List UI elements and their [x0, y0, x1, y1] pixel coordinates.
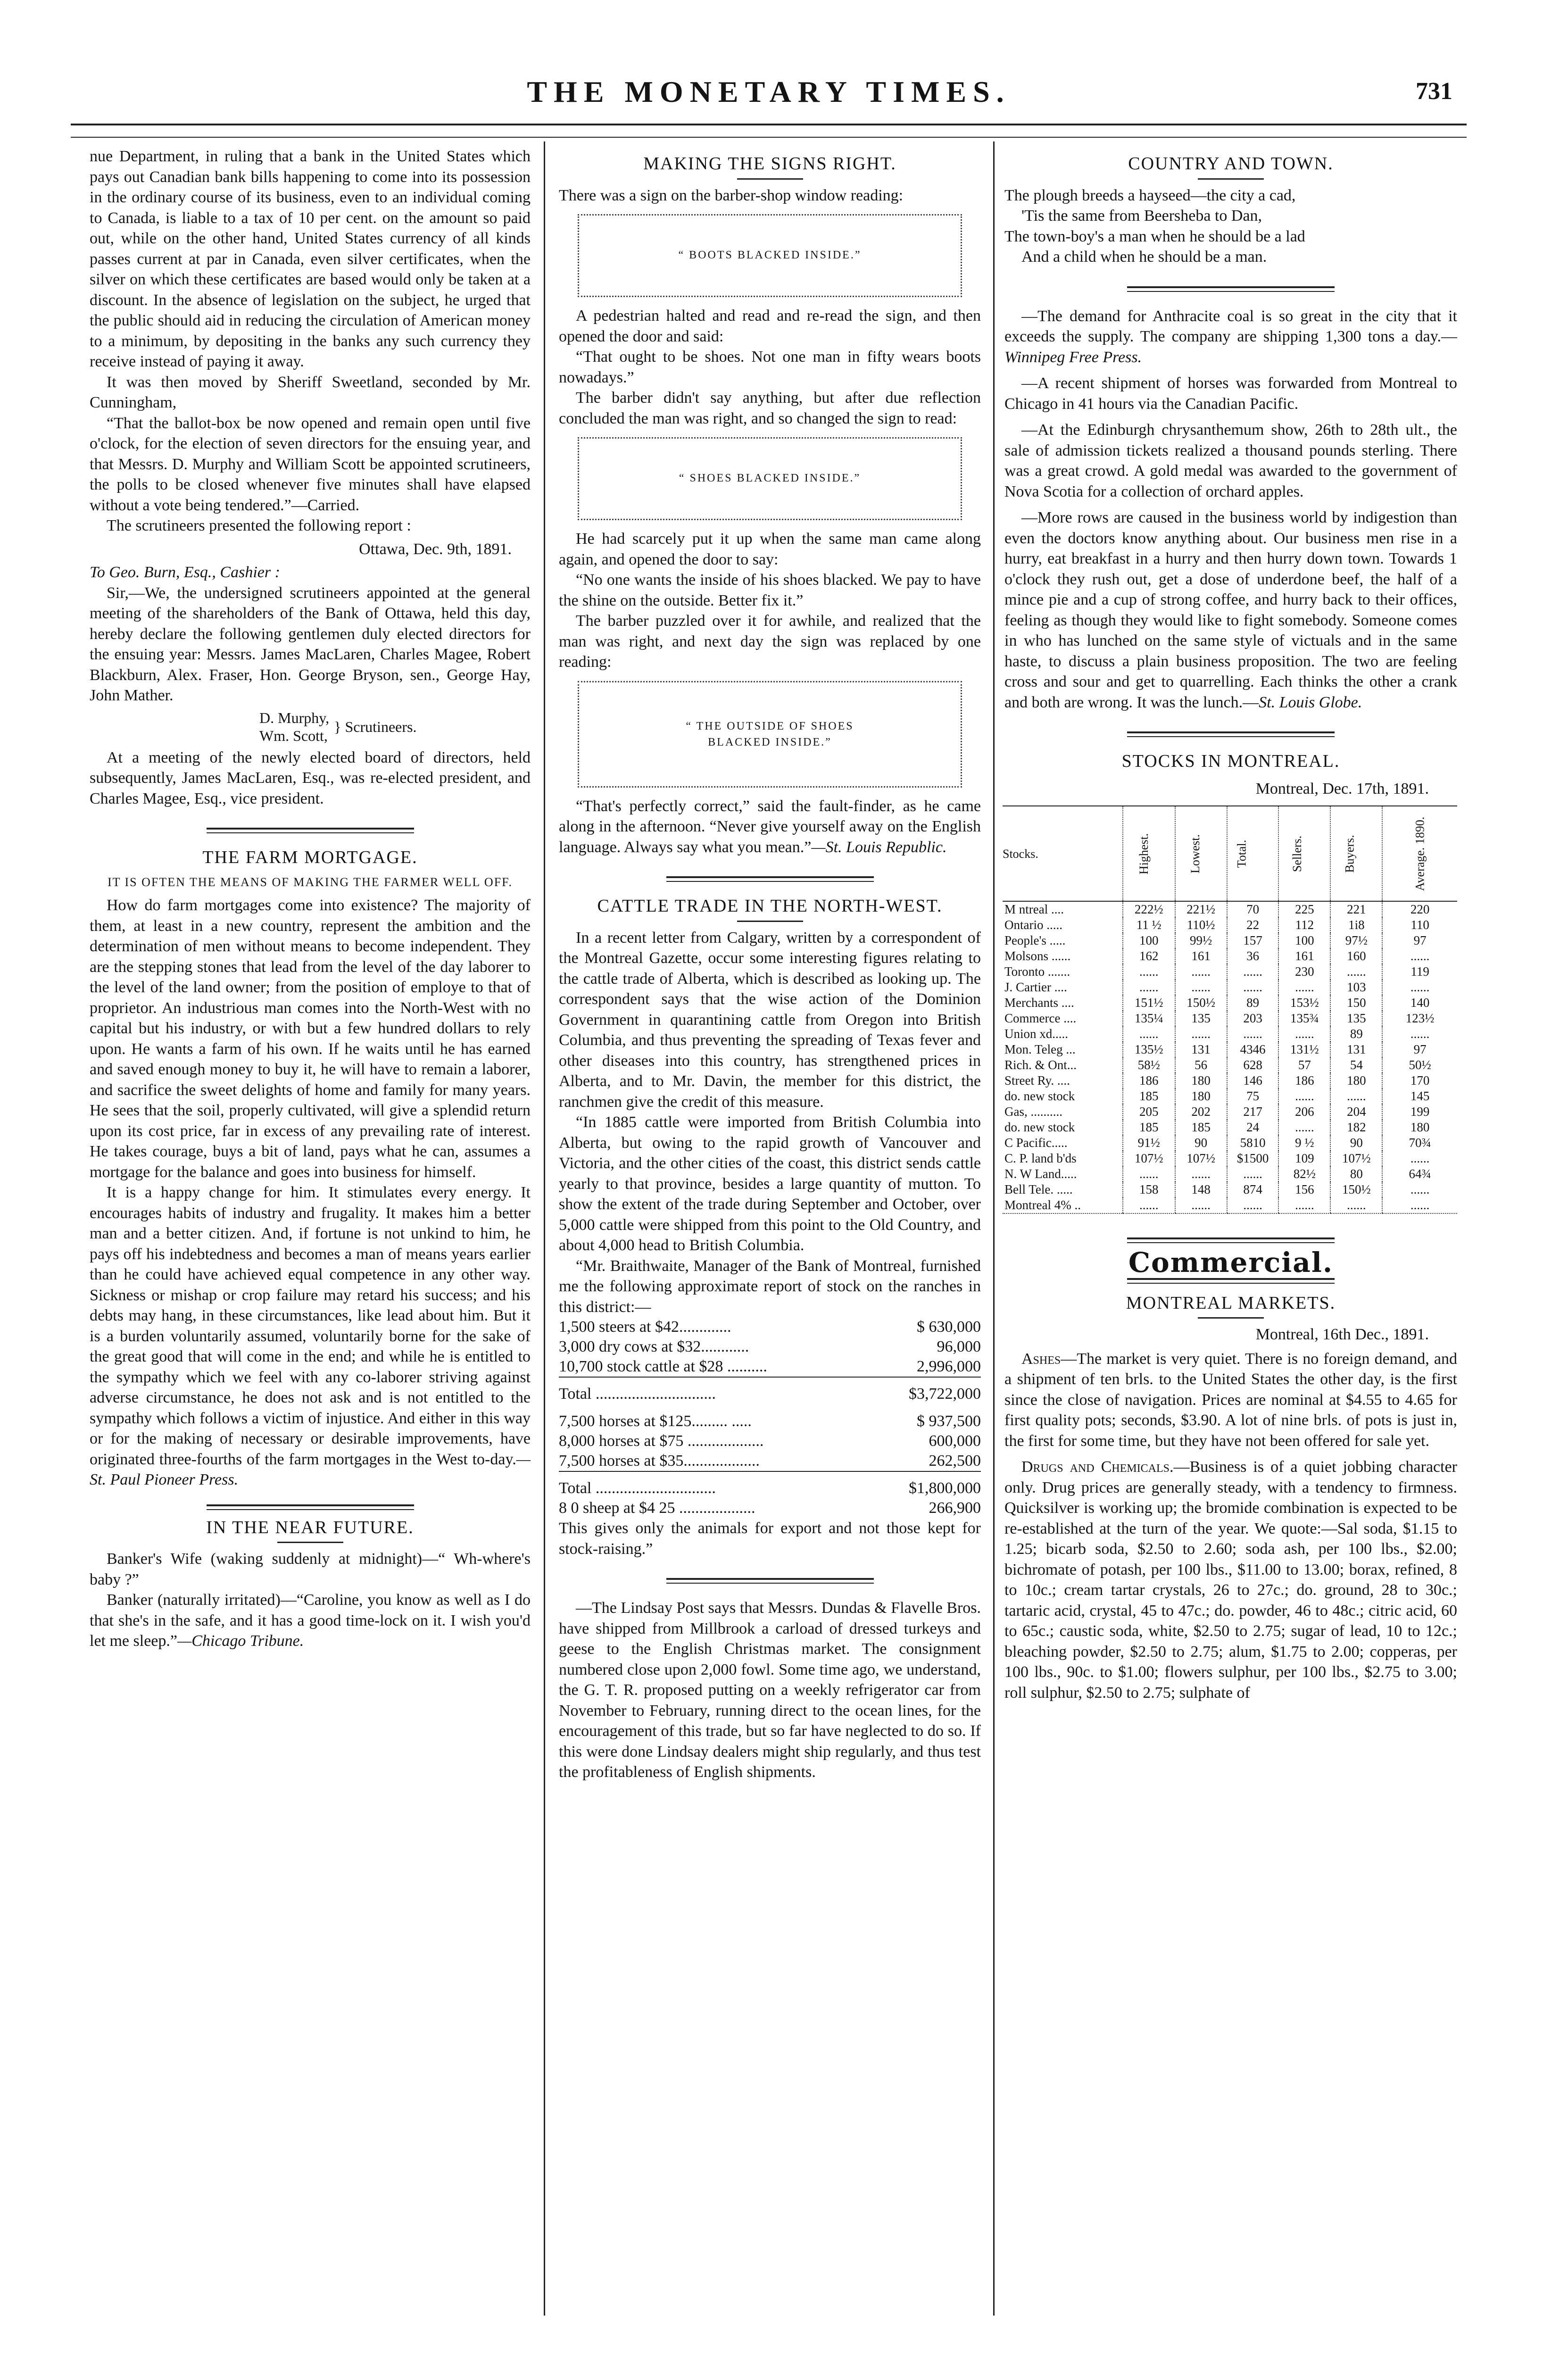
stock-name: Street Ry. ....: [1004, 1073, 1070, 1088]
stock-value: 217: [1227, 1104, 1279, 1120]
stock-value: 97½: [1330, 933, 1382, 948]
article-text: A pedestrian halted and read and re-read the sign, and then opened the door and said:: [559, 307, 981, 345]
stock-value: 90: [1330, 1135, 1382, 1151]
stock-value: 99½: [1175, 933, 1227, 948]
stock-col-header: Sellers.: [1290, 835, 1304, 872]
stock-value: 50½: [1382, 1057, 1457, 1073]
heading-rule: [1198, 178, 1264, 180]
stock-value: 157: [1227, 933, 1279, 948]
stock-value: 205: [1123, 1104, 1175, 1120]
stock-value: 135¾: [1278, 1011, 1330, 1026]
stock-row: [1003, 933, 1457, 948]
header-rule-thin: [71, 137, 1467, 138]
stock-value: ......: [1382, 980, 1457, 995]
stock-value: 54: [1330, 1057, 1382, 1073]
stock-value: 107½: [1123, 1151, 1175, 1166]
article-text: At a meeting of the newly elected board of directors, held subsequently, James MacLaren, Esq., was re-elected president, and Charles Magee, Esq., vice president.: [90, 748, 531, 807]
article-text: “That ought to be shoes. Not one man in fifty wears boots nowadays.”: [559, 348, 981, 386]
stock-value: 170: [1382, 1073, 1457, 1088]
section-rule: [1127, 1237, 1335, 1243]
stock-name: J. Cartier ....: [1004, 980, 1067, 994]
stock-value: ......: [1175, 1166, 1227, 1182]
stock-row: [1003, 1057, 1457, 1073]
stock-row: [1003, 980, 1457, 995]
article-text: The scrutineers presented the following report :: [107, 517, 411, 534]
markets-dateline: Montreal, 16th Dec., 1891.: [1255, 1326, 1429, 1343]
header-rule: [71, 124, 1467, 125]
stock-value: ......: [1227, 1026, 1279, 1042]
stock-value: 36: [1227, 948, 1279, 964]
stock-col-header: Stocks.: [1003, 847, 1038, 861]
stock-value: 180: [1175, 1073, 1227, 1088]
sign-box-1: “ BOOTS BLACKED INSIDE.”: [578, 214, 962, 297]
stock-row: [1003, 1197, 1457, 1213]
article-text: Ashes—The market is very quiet. There is no foreign demand, and a shipment of ten brls. to the United States the other day, is the first since the close of navigation. Prices are nominal at $4.55 to 4.65 for first quality pots; seconds, $3.90. A lot of nine brls. of pots is just in, the first for some time, but they have not been offered for sale yet.: [1004, 1350, 1457, 1450]
stock-row: [1003, 1166, 1457, 1182]
headline-cattle-trade: CATTLE TRADE IN THE NORTH-WEST.: [597, 896, 943, 916]
stock-value: 150½: [1175, 995, 1227, 1011]
stock-value: 180: [1330, 1073, 1382, 1088]
article-text: —A recent shipment of horses was forwarded from Montreal to Chicago in 41 hours via the Canadian Pacific.: [1004, 374, 1457, 413]
stock-value: ......: [1330, 964, 1382, 980]
article-text: Sir,—We, the undersigned scrutineers appointed at the general meeting of the shareholders of the Bank of Ottawa, held this day, hereby declare the following gentlemen duly elected directors for the ensuing year: Messrs. James MacLaren, Charles Magee, Robert Blackburn, Alex. Fraser, Hon. George Bryson, sen., George Hay, John Mather.: [90, 584, 531, 704]
stock-row: [1003, 1073, 1457, 1088]
stock-value: 57: [1278, 1057, 1330, 1073]
stock-row: [1003, 901, 1457, 917]
article-text: It is a happy change for him. It stimulates every energy. It encourages habits of industry and frugality. It makes him a better man and a better citizen. And, if fortune is not unkind to him, he pays off his indebtedness and becomes a man of means years earlier than he could have achieved equal competence in any other way. Sickness or mishap or crop failure may retard his success; and his debts may hang, in these circumstances, like lead about him. But it is a burden voluntarily assumed, voluntarily borne for the sake of the great good that will come in the end; and while he is entitled to the sympathy which we feel with any co-laborer striving against adverse circumstance, he does not ask and is not entitled to the sympathy which follows a victim of injustice. And either in this way or for the making of necessary or desirable improvements, have originated three-fourths of the farm mortgages in the West to-day.—St. Paul Pioneer Press.: [90, 1184, 531, 1488]
stock-name: Merchants ....: [1004, 996, 1074, 1010]
masthead: [71, 71, 1467, 113]
stock-name: People's .....: [1004, 933, 1066, 947]
article-text: It was then moved by Sheriff Sweetland, seconded by Mr. Cunningham,: [90, 373, 531, 411]
stock-value: ......: [1330, 1088, 1382, 1104]
stock-value: 135: [1330, 1011, 1382, 1026]
stock-value: 89: [1330, 1026, 1382, 1042]
stock-value: 97: [1382, 1042, 1457, 1057]
stock-value: 9 ½: [1278, 1135, 1330, 1151]
stock-value: 150: [1330, 995, 1382, 1011]
stock-value: 148: [1175, 1182, 1227, 1197]
column-1: [90, 146, 531, 1652]
stock-value: 90: [1175, 1135, 1227, 1151]
stock-value: ......: [1123, 1166, 1175, 1182]
subheadline: IT IS OFTEN THE MEANS OF MAKING THE FARMER WELL OFF.: [107, 875, 513, 889]
poem-line: The town-boy's a man when he should be a lad: [1004, 227, 1305, 245]
article-text: The barber didn't say anything, but after due reflection concluded the man was right, and so changed the sign to read:: [559, 389, 981, 427]
ledger-total: Total .............................. $3,722,000: [559, 1377, 981, 1404]
stock-value: 204: [1330, 1104, 1382, 1120]
stock-value: 1i8: [1330, 917, 1382, 933]
stock-value: 185: [1175, 1120, 1227, 1135]
stock-name: Bell Tele. .....: [1004, 1182, 1073, 1196]
stock-value: ......: [1382, 1026, 1457, 1042]
stock-col-header: Buyers.: [1343, 834, 1357, 873]
column-divider-2: [993, 141, 995, 2316]
stock-value: 160: [1330, 948, 1382, 964]
stock-name: Union xd.....: [1004, 1027, 1068, 1041]
stock-value: ......: [1330, 1197, 1382, 1213]
stock-row: [1003, 948, 1457, 964]
stock-value: ......: [1278, 1197, 1330, 1213]
headline-farm-mortgage: THE FARM MORTGAGE.: [202, 847, 418, 867]
article-text: In a recent letter from Calgary, written by a correspondent of the Montreal Gazette, occur some interesting figures relating to the cattle trade of Alberta, which is described as looking up. The correspondent says that the wise action of the Dominion Government in quarantining cattle from Oregon into British Columbia, and thus preventing the spreading of Texas fever and other diseases into this country, has strengthened prices in Alberta, and to Mr. Davin, the member for this district, the ranchmen give the credit of this measure.: [559, 929, 981, 1111]
stock-value: 146: [1227, 1073, 1279, 1088]
dateline: Ottawa, Dec. 9th, 1891.: [359, 540, 512, 558]
stock-value: 75: [1227, 1088, 1279, 1104]
stock-value: 202: [1175, 1104, 1227, 1120]
section-rule: [1127, 731, 1335, 737]
stocks-dateline: Montreal, Dec. 17th, 1891.: [1255, 780, 1429, 797]
stock-value: ......: [1278, 1088, 1330, 1104]
poem-line: And a child when he should be a man.: [1021, 248, 1267, 266]
stock-value: ......: [1123, 964, 1175, 980]
stock-table-header: [1003, 806, 1457, 901]
stock-value: 158: [1123, 1182, 1175, 1197]
stock-value: 110: [1382, 917, 1457, 933]
stock-value: ......: [1382, 1182, 1457, 1197]
sign-box-3: “ THE OUTSIDE OF SHOES BLACKED INSIDE.”: [578, 681, 962, 788]
stock-value: 119: [1382, 964, 1457, 980]
ledger-row: 3,000 dry cows at $32............ 96,000: [559, 1338, 981, 1355]
ledger-row: 1,500 steers at $42............. $ 630,000: [559, 1318, 981, 1336]
article-text: Banker (naturally irritated)—“Caroline, you know as well as I do that she's in the safe, and it has a good time-lock on it. I wish you'd let me sleep.”—Chicago Tribune.: [90, 1591, 531, 1650]
stock-value: 11 ½: [1123, 917, 1175, 933]
source-credit: —St. Paul Pioneer Press.: [90, 1450, 531, 1488]
article-text: nue Department, in ruling that a bank in the United States which pays out Canadian bank bills happening to come into its possession in the ordinary course of its business, even to an individual coming to Canada, is liable to a tax of 10 per cent. on the amount so paid out, while on the other hand, United States currency of all kinds passes current at par in Canada, even silver certificates, when the silver on which these certificates are based would only be taken at a discount. In the absence of legislation on the subject, he urged that the public should aid in reducing the circulation of American money to a minimum, by depositing in the banks any such currency they receive instead of paying it away.: [90, 148, 531, 370]
stock-value: 150½: [1330, 1182, 1382, 1197]
stock-value: 186: [1278, 1073, 1330, 1088]
ledger-row: 7,500 horses at $125......... ..... $ 937,500: [559, 1412, 981, 1430]
stock-row: [1003, 917, 1457, 933]
stock-row: [1003, 1088, 1457, 1104]
letter-address: To Geo. Burn, Esq., Cashier :: [90, 564, 280, 581]
stock-value: 5810: [1227, 1135, 1279, 1151]
stock-row: [1003, 1120, 1457, 1135]
stock-ledger-horses: [559, 1411, 981, 1518]
stock-value: 56: [1175, 1057, 1227, 1073]
stock-value: 222½: [1123, 901, 1175, 917]
stock-value: 135½: [1123, 1042, 1175, 1057]
stock-name: do. new stock: [1004, 1089, 1075, 1103]
column-2: [559, 146, 981, 1783]
stock-value: ......: [1382, 948, 1457, 964]
stock-name: M ntreal ....: [1004, 902, 1064, 916]
article-text: There was a sign on the barber-shop window reading:: [559, 186, 904, 204]
stock-value: 110½: [1175, 917, 1227, 933]
article-text: —More rows are caused in the business world by indigestion than even the doctors know anything about. Our business men rise in a hurry, eat breakfast in a hurry and then hurry down town. Towards 1 o'clock they rush out, get a dose of underdone beef, the half of a mince pie and a cup of strong coffee, and hurry back to their offices, feeling as though they would like to fight somebody. Someone comes in who has lunched on the same style of victuals and in the same haste, to discuss a plain business proposition. The two are feeling cross and sour and get to quarrelling. Each thinks the other a crank and both are wrong. It was the lunch.—St. Louis Globe.: [1004, 509, 1457, 711]
stock-col-header: Total.: [1235, 839, 1249, 868]
stock-value: 874: [1227, 1182, 1279, 1197]
stock-name: Molsons ......: [1004, 949, 1071, 963]
signature: Wm. Scott,: [259, 727, 328, 744]
heading-rule: [737, 178, 803, 180]
section-rule: [207, 1504, 414, 1510]
stock-row: [1003, 1104, 1457, 1120]
stock-value: 182: [1330, 1120, 1382, 1135]
stock-row: [1003, 1026, 1457, 1042]
stock-value: 221½: [1175, 901, 1227, 917]
stock-value: 97: [1382, 933, 1457, 948]
signature-block: [259, 709, 531, 745]
stock-value: ......: [1278, 1120, 1330, 1135]
source-credit: —St. Louis Republic.: [811, 838, 947, 856]
stock-value: 220: [1382, 901, 1457, 917]
stock-row: [1003, 1182, 1457, 1197]
stock-row: [1003, 964, 1457, 980]
source-credit: St. Louis Globe.: [1259, 693, 1362, 711]
stock-value: 221: [1330, 901, 1382, 917]
stock-value: 156: [1278, 1182, 1330, 1197]
stock-value: ......: [1123, 980, 1175, 995]
stock-value: $1500: [1227, 1151, 1279, 1166]
article-text: Banker's Wife (waking suddenly at midnight)—“ Wh-where's baby ?”: [90, 1550, 531, 1588]
stock-value: ......: [1382, 1151, 1457, 1166]
stock-value: ......: [1123, 1026, 1175, 1042]
stock-row: [1003, 1135, 1457, 1151]
stock-value: ......: [1175, 1197, 1227, 1213]
stock-value: 89: [1227, 995, 1279, 1011]
source-credit: Winnipeg Free Press.: [1004, 348, 1142, 366]
stock-value: 225: [1278, 901, 1330, 917]
stock-name: Commerce ....: [1004, 1011, 1077, 1025]
stock-name: Ontario .....: [1004, 918, 1062, 932]
heading-rule: [737, 921, 803, 922]
column-3: [1004, 146, 1457, 1703]
stock-value: 70¾: [1382, 1135, 1457, 1151]
stock-value: ......: [1382, 1197, 1457, 1213]
article-text: “In 1885 cattle were imported from British Columbia into Alberta, but owing to the rapid growth of Vancouver and Victoria, and the other cities of the coast, this district sends cattle yearly to that province, besides a large quantity of mutton. To show the extent of the trade during September and October, over 5,000 cattle were shipped from this point to the Old Country, and about 4,000 head to British Columbia.: [559, 1113, 981, 1254]
stock-name: Gas, ..........: [1004, 1104, 1062, 1119]
stock-value: 180: [1382, 1120, 1457, 1135]
stock-value: 161: [1278, 948, 1330, 964]
stock-value: 112: [1278, 917, 1330, 933]
stock-value: 140: [1382, 995, 1457, 1011]
stock-col-header: Lowest.: [1188, 834, 1202, 873]
stock-value: 145: [1382, 1088, 1457, 1104]
stock-value: ......: [1123, 1197, 1175, 1213]
stock-value: 58½: [1123, 1057, 1175, 1073]
stock-row: [1003, 1151, 1457, 1166]
stock-value: 131½: [1278, 1042, 1330, 1057]
page-number: 731: [1416, 78, 1452, 105]
signature-label: } Scrutineers.: [334, 718, 417, 735]
section-rule: [666, 876, 874, 882]
stock-value: 103: [1330, 980, 1382, 995]
stock-value: 230: [1278, 964, 1330, 980]
stock-value: ......: [1227, 980, 1279, 995]
stock-value: ......: [1227, 1197, 1279, 1213]
stock-value: ......: [1278, 980, 1330, 995]
section-rule: [666, 1578, 874, 1584]
stock-value: 64¾: [1382, 1166, 1457, 1182]
ledger-total: Total .............................. $1,800,000: [559, 1471, 981, 1498]
stock-name: N. W Land.....: [1004, 1167, 1077, 1181]
poem: [1004, 185, 1457, 267]
headline-near-future: IN THE NEAR FUTURE.: [206, 1517, 414, 1537]
article-text: This gives only the animals for export and not those kept for stock-raising.”: [559, 1519, 981, 1558]
article-text: —The demand for Anthracite coal is so great in the city that it exceeds the supply. The company are shipping 1,300 tons a day.—Winnipeg Free Press.: [1004, 307, 1457, 366]
ledger-row: 8 0 sheep at $4 25 ................... 266,900: [559, 1499, 981, 1517]
article-text: “That's perfectly correct,” said the fault-finder, as he came along in the afternoon. “Never give yourself away on the English language. Always say what you mean.”—St. Louis Republic.: [559, 797, 981, 856]
stock-value: ......: [1227, 1166, 1279, 1182]
stock-name: Montreal 4% ..: [1003, 1197, 1123, 1213]
headline-signs: MAKING THE SIGNS RIGHT.: [643, 154, 896, 174]
headline-country-town: COUNTRY AND TOWN.: [1128, 154, 1334, 174]
stock-row: [1003, 1011, 1457, 1026]
stock-value: 185: [1123, 1088, 1175, 1104]
stock-value: 153½: [1278, 995, 1330, 1011]
article-text: —The Lindsay Post says that Messrs. Dundas & Flavelle Bros. have shipped from Millbrook a carload of dressed turkeys and geese to the English Christmas market. The consignment numbered close upon 2,000 fowl. Some time ago, we understand, the G. T. R. proposed putting on a weekly refrigerator car from November to February, running direct to the ocean lines, for the encouragement of this trade, but so far have neglected to do so. If this were done Lindsay dealers might ship regularly, and thus test the profitableness of English shipments.: [559, 1599, 981, 1781]
section-title-commercial: Commercial.: [1128, 1246, 1334, 1279]
stock-value: 100: [1278, 933, 1330, 948]
stock-value: 151½: [1123, 995, 1175, 1011]
stock-row: [1003, 1042, 1457, 1057]
stock-value: 80: [1330, 1166, 1382, 1182]
stock-ledger-cattle: [559, 1317, 981, 1404]
stock-value: 24: [1227, 1120, 1279, 1135]
stock-value: 82½: [1278, 1166, 1330, 1182]
stock-value: 109: [1278, 1151, 1330, 1166]
stock-value: 135: [1175, 1011, 1227, 1026]
stock-value: 107½: [1175, 1151, 1227, 1166]
article-text: How do farm mortgages come into existence? The majority of them, at least in a new country, represent the ambition and the determination of men without means to become independent. They are the stepping stones that lead from the level of the day laborer to the level of the land owner; from the position of employe to that of proprietor. An industrious man comes into the North-West with no capital but his industry, or with but a few hundred dollars to rely upon. He wants a farm of his own. If he waits until he has earned and saved enough money to buy it, he will have to remain a laborer, and sacrifice the sweet delights of home and family for many years. He sees that the soil, properly cultivated, will give a splendid return upon its cost price, far in excess of any prevailing rate of interest. He takes courage, buys a bit of land, pays what he can, assumes a mortgage for the balance and goes into business for himself.: [90, 897, 531, 1181]
poem-line: 'Tis the same from Beersheba to Dan,: [1021, 207, 1262, 224]
heading-rule: [1198, 1317, 1264, 1319]
stock-col-header: Highest.: [1137, 833, 1151, 874]
column-divider-1: [544, 141, 545, 2316]
stock-value: ......: [1175, 980, 1227, 995]
heading-rule: [277, 1542, 343, 1543]
stock-value: ......: [1175, 1026, 1227, 1042]
headline-markets: MONTREAL MARKETS.: [1126, 1293, 1336, 1313]
stock-name: Rich. & Ont...: [1004, 1058, 1077, 1072]
stock-col-header: Average. 1890.: [1413, 816, 1427, 891]
stock-value: ......: [1227, 964, 1279, 980]
stock-value: 131: [1330, 1042, 1382, 1057]
article-text: “Mr. Braithwaite, Manager of the Bank of Montreal, furnished me the following approximate report of stock on the ranches in this district:—: [559, 1257, 981, 1316]
article-text: “No one wants the inside of his shoes blacked. We pay to have the shine on the outside. Better fix it.”: [559, 571, 981, 609]
section-rule: [1127, 286, 1335, 292]
stock-value: 180: [1175, 1088, 1227, 1104]
stock-name: Toronto .......: [1004, 964, 1070, 979]
sign-box-2: “ SHOES BLACKED INSIDE.”: [578, 437, 962, 520]
stock-name: do. new stock: [1004, 1120, 1075, 1134]
stock-value: 185: [1123, 1120, 1175, 1135]
stock-value: 203: [1227, 1011, 1279, 1026]
stock-value: 161: [1175, 948, 1227, 964]
article-text: “That the ballot-box be now opened and remain open until five o'clock, for the election of seven directors for the ensuing year, and that Messrs. D. Murphy and William Scott be appointed scrutineers, the polls to be closed whenever five minutes shall have elapsed without a vote being tendered.”—Carried.: [90, 414, 531, 514]
article-text: —At the Edinburgh chrysanthemum show, 26th to 28th ult., the sale of admission tickets realized a thousand pounds sterling. There was a great crowd. A gold medal was awarded to the government of Nova Scotia for a collection of orchard apples.: [1004, 421, 1457, 500]
newspaper-title: THE MONETARY TIMES.: [527, 75, 1011, 108]
stock-value: 91½: [1123, 1135, 1175, 1151]
stock-value: 4346: [1227, 1042, 1279, 1057]
headline-stocks: STOCKS IN MONTREAL.: [1121, 751, 1340, 771]
stock-value: 162: [1123, 948, 1175, 964]
section-rule: [1127, 1278, 1335, 1284]
stock-row: [1003, 995, 1457, 1011]
article-text: The barber puzzled over it for awhile, and realized that the man was right, and next day the sign was replaced by one reading:: [559, 612, 981, 671]
poem-line: The plough breeds a hayseed—the city a cad,: [1004, 186, 1296, 204]
stock-value: 131: [1175, 1042, 1227, 1057]
article-text: He had scarcely put it up when the same man came along again, and opened the door to say:: [559, 530, 981, 568]
stock-name: C. P. land b'ds: [1004, 1151, 1077, 1165]
stock-value: ......: [1278, 1026, 1330, 1042]
stock-value: 186: [1123, 1073, 1175, 1088]
ledger-row: 7,500 horses at $35................... 262,500: [559, 1452, 981, 1470]
stock-table: [1003, 805, 1457, 1214]
source-credit: —Chicago Tribune.: [177, 1632, 304, 1650]
ledger-row: 8,000 horses at $75 ................... 600,000: [559, 1432, 981, 1450]
stock-value: 22: [1227, 917, 1279, 933]
stock-name: C Pacific.....: [1004, 1136, 1068, 1150]
stock-value: 199: [1382, 1104, 1457, 1120]
stock-value: 107½: [1330, 1151, 1382, 1166]
stock-value: 100: [1123, 933, 1175, 948]
stock-value: 123½: [1382, 1011, 1457, 1026]
stock-value: 70: [1227, 901, 1279, 917]
stock-value: 135¼: [1123, 1011, 1175, 1026]
stock-value: 206: [1278, 1104, 1330, 1120]
article-text: Drugs and Chemicals.—Business is of a quiet jobbing character only. Drug prices are generally steady, with a tendency to firmness. Quicksilver is working up; the bromide combination is expected to be re-established at the turn of the year. We quote:—Sal soda, $1.15 to 1.25; bicarb soda, $2.50 to 2.60; soda ash, per 100 lbs., $2.00; bichromate of potash, per 100 lbs., $11.00 to 13.00; borax, refined, 8 to 10c.; cream tartar crystals, 26 to 27c.; do. ground, 28 to 30c.; tartaric acid, crystal, 45 to 47c.; do. powder, 46 to 48c.; citric acid, 60 to 65c.; caustic soda, white, $2.50 to 2.75; sugar of lead, 10 to 12c.; bleaching powder, $2.50 to 2.75; alum, $1.75 to 2.00; copperas, per 100 lbs., 90c. to $1.00; flowers sulphur, per 100 lbs., $2.75 to 3.00; roll sulphur, $2.50 to 2.75; sulphate of: [1004, 1458, 1458, 1702]
section-rule: [207, 828, 414, 833]
stock-value: 628: [1227, 1057, 1279, 1073]
stock-name: Mon. Teleg ...: [1004, 1042, 1076, 1056]
signature: D. Murphy,: [259, 709, 330, 726]
stock-value: ......: [1175, 964, 1227, 980]
ledger-row: 10,700 stock cattle at $28 .......... 2,996,000: [559, 1358, 981, 1375]
